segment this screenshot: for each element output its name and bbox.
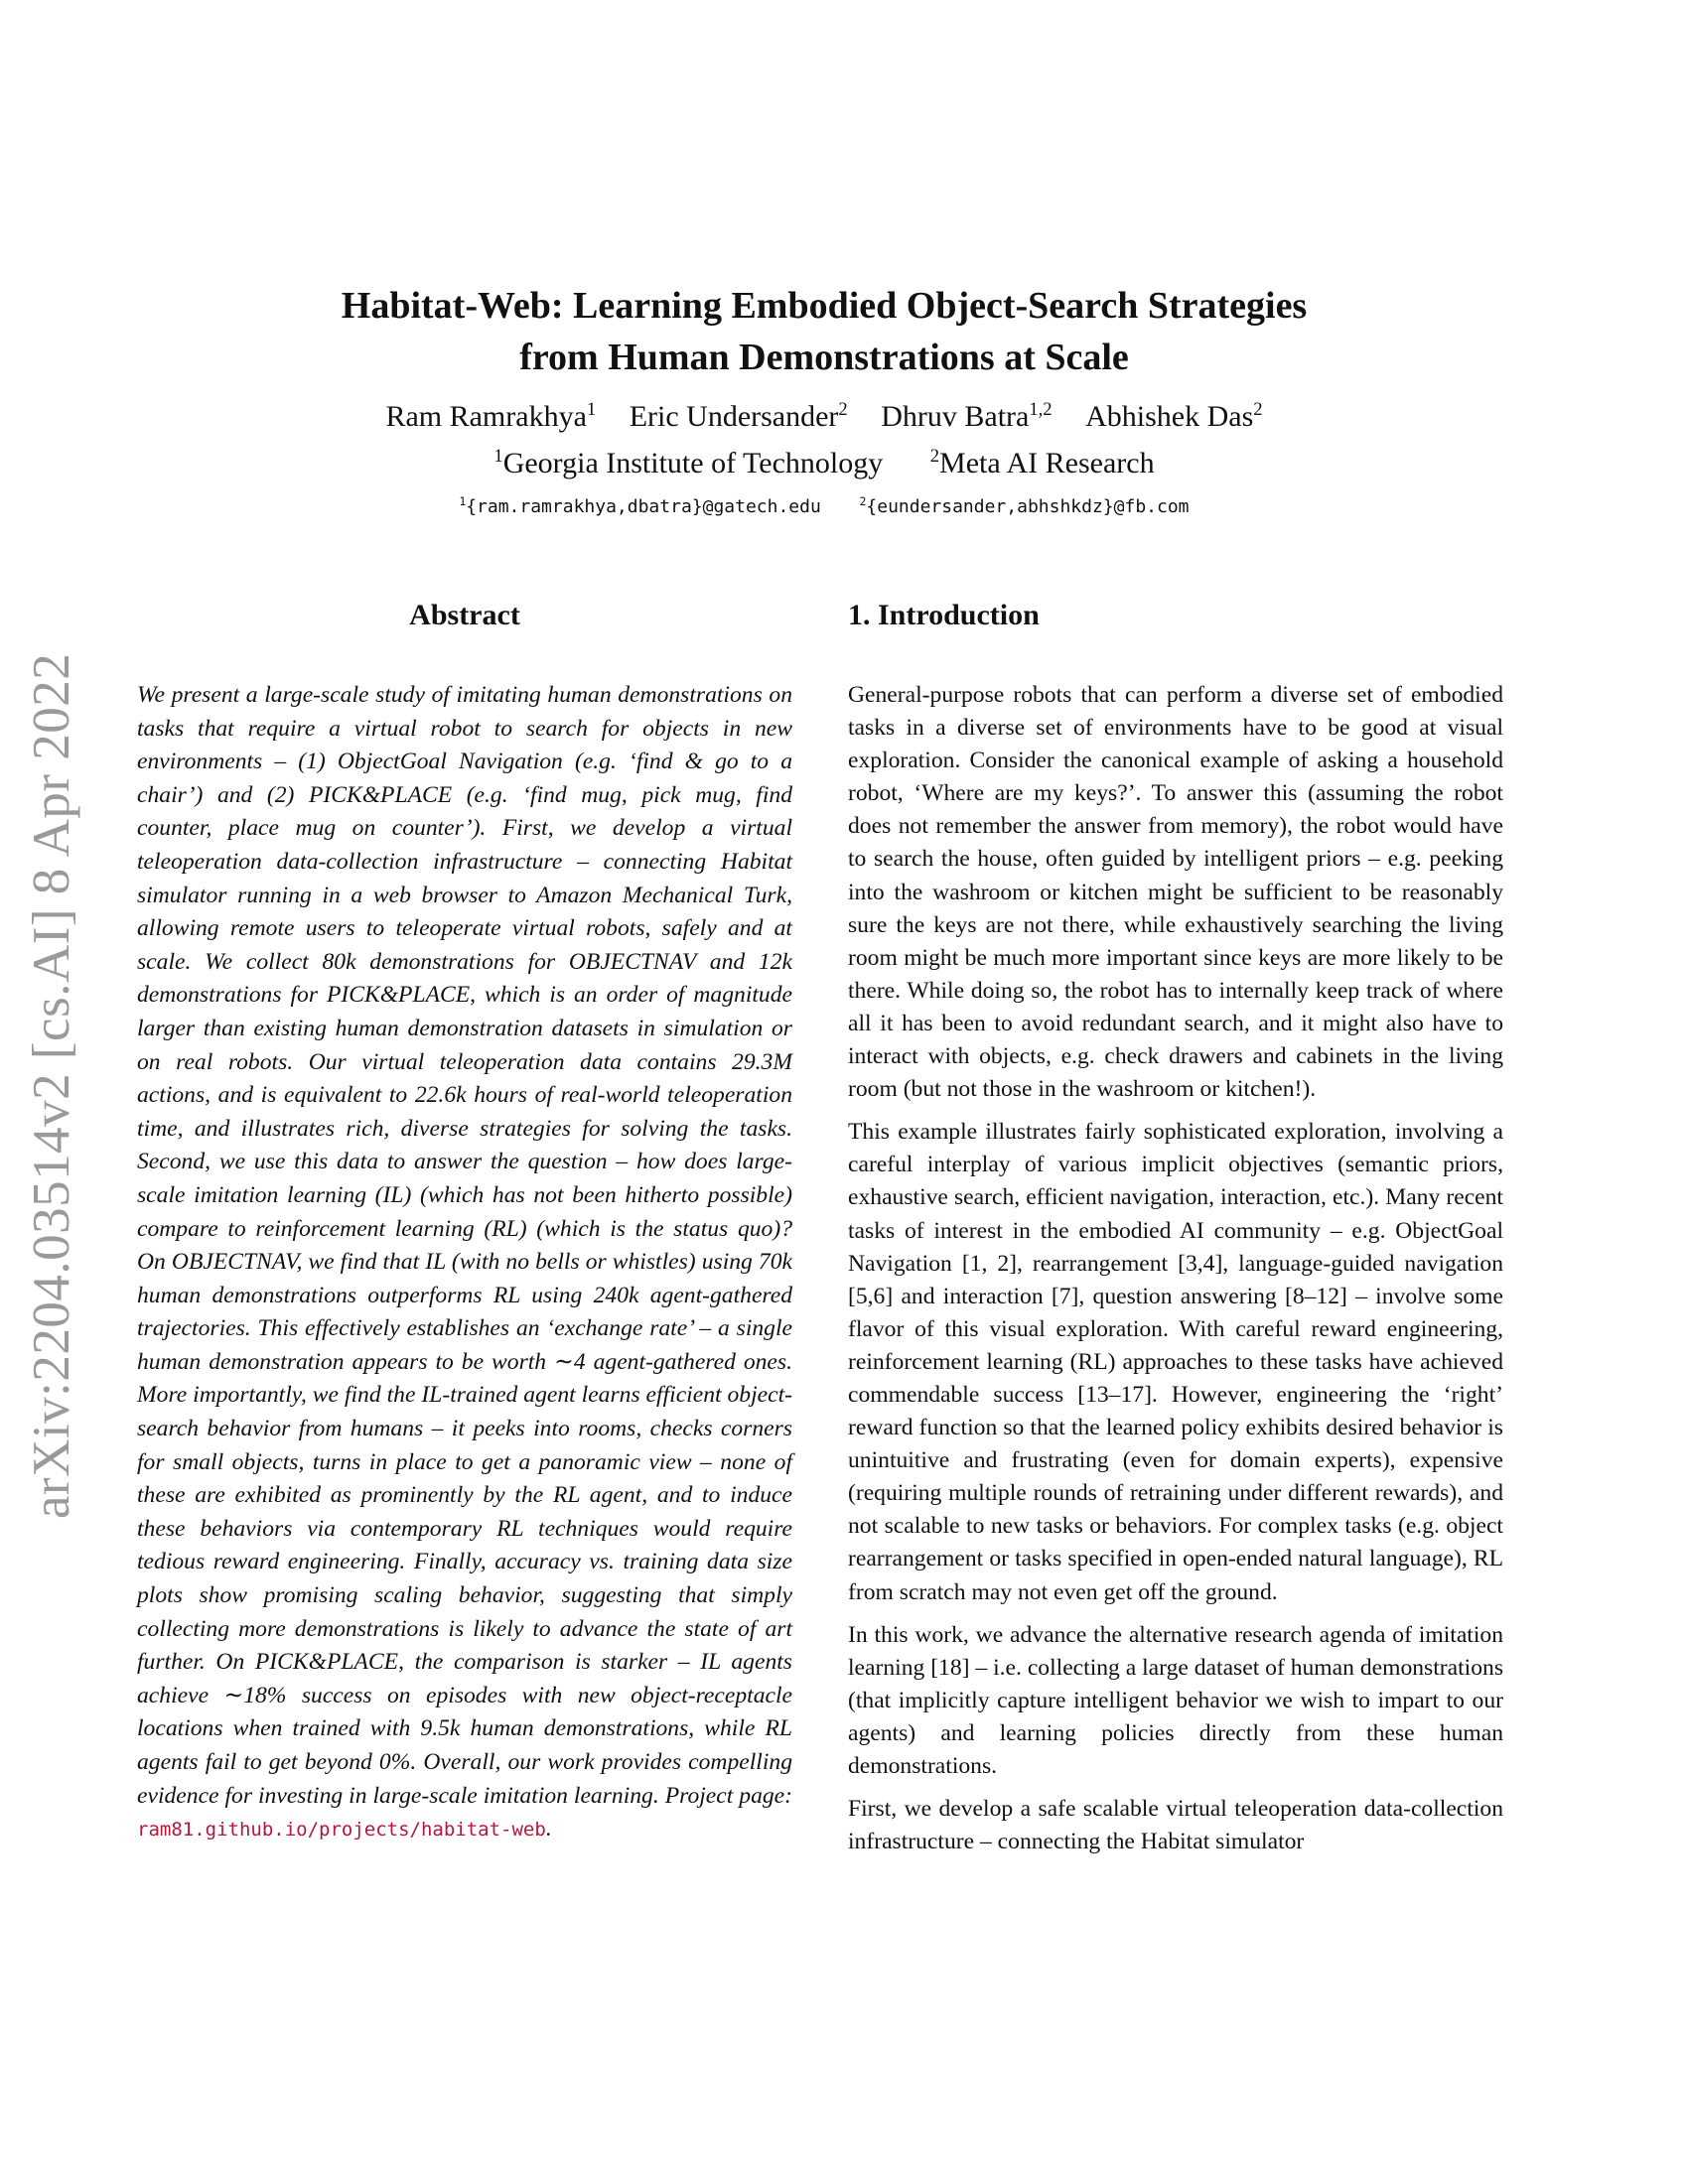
abstract-heading: Abstract — [409, 599, 520, 631]
affiliation-list — [149, 444, 1499, 483]
email[interactable]: $^1${ram.ramrakhya,dbatra}@gatech.edu — [459, 495, 821, 517]
author: Dhruv Batra$^{1,2}$ — [881, 399, 1053, 433]
intro-paragraph: This example illustrates fairly sophisticated exploration, involving a careful interplay of various implicit objectives (semantic priors, exhaustive search, efficient navigation, interaction, etc.). Many recent tasks of interest in the embodied AI community – e.g. ObjectGoal Navigation [1, 2], rearrangement [3,4], language-guided navigation [5,6] and interaction [7], question answering [8–12] – involve some flavor of this visual exploration. With careful reward engineering, reinforcement learning (RL) approaches to these tasks have achieved commendable success [13–17]. However, engineering the ‘right’ reward function so that the learned policy exhibits desired behavior is unintuitive and frustrating (even for domain experts), expensive (requiring multiple rounds of retraining under different rewards), and not scalable to new tasks or behaviors. For complex tasks (e.g. object rearrangement or tasks specified in open-ended natural language), RL from scratch may not even get off the ground. — [848, 1119, 1503, 1605]
introduction-heading: 1. Introduction — [848, 599, 1040, 631]
project-end: . — [545, 1816, 552, 1843]
author-list — [149, 397, 1499, 437]
author: Ram Ramrakhya$^1$ — [385, 399, 597, 433]
intro-paragraph: First, we develop a safe scalable virtual teleoperation data-collection infrastructure – connecting the Habitat simulator — [848, 1796, 1503, 1855]
affiliation: $^2$Meta AI Research — [929, 446, 1155, 479]
project-label: Project page: — [664, 1782, 792, 1809]
project-link[interactable]: ram81.github.io/projects/habitat-web — [137, 1819, 546, 1842]
abstract-text: We present a large-scale study of imitating human demonstrations on tasks that require a virtual robot to search for objects in new environments – (1) ObjectGoal Navigation (e.g. ‘find & go to a chair’) and (2) PICK&PLACE (e.g. ‘find mug, pick mug, find counter, place mug on counter’). First, we develop a virtual teleoperation data-collection infrastructure – connecting Habitat simulator running in a web browser to Amazon Mechanical Turk, allowing remote users to teleoperate virtual robots, safely and at scale. We collect 80k demonstrations for OBJECTNAV and 12k demonstrations for PICK&PLACE, which is an order of magnitude larger than existing human demonstration datasets in simulation or on real robots. Our virtual teleoperation data contains 29.3M actions, and is equivalent to 22.6k hours of real-world teleoperation time, and illustrates rich, diverse strategies for solving the tasks. Second, we use this data to answer the question – how does large-scale imitation learning (IL) (which has not been hitherto possible) compare to reinforcement learning (RL) (which is the status quo)? On OBJECTNAV, we find that IL (with no bells or whistles) using 70k human demonstrations outperforms RL using 240k agent-gathered trajectories. This effectively establishes an ‘exchange rate’ – a single human demonstration appears to be worth ∼4 agent-gathered ones. More importantly, we find the IL-trained agent learns efficient object-search behavior from humans – it peeks into rooms, checks corners for small objects, turns in place to get a panoramic view – none of these are exhibited as prominently by the RL agent, and to induce these behaviors via contemporary RL techniques would require tedious reward engineering. Finally, accuracy vs. training data size plots show promising scaling behavior, suggesting that simply collecting more demonstrations is likely to advance the state of art further. On PICK&PLACE, the comparison is starker – IL agents achieve ∼18% success on episodes with new object-receptacle locations when trained with 9.5k human demonstrations, while RL agents fail to get beyond 0%. Overall, our work provides compelling evidence for investing in large-scale imitation learning. — [137, 682, 792, 1809]
title-line-2: from Human Demonstrations at Scale — [519, 337, 1129, 378]
abstract-column — [137, 596, 792, 1847]
intro-paragraph: General-purpose robots that can perform a diverse set of embodied tasks in a diverse set of environments have to be good at visual exploration. Consider the canonical example of asking a household robot, ‘Where are my keys?’. To answer this (assuming the robot does not remember the answer from memory), the robot would have to search the house, often guided by intelligent priors – e.g. peeking into the washroom or kitchen might be sufficient to be reasonably sure the keys are not there, while exhaustively searching the living room might be much more important since keys are more likely to be there. While doing so, the robot has to internally keep track of where all it has been to avoid redundant search, and it might also have to interact with objects, e.g. check drawers and cabinets in the living room (but not those in the washroom or kitchen!). — [848, 682, 1503, 1103]
paper-title — [149, 280, 1499, 383]
author: Abhishek Das$^2$ — [1085, 399, 1263, 433]
email-list — [149, 496, 1499, 517]
intro-paragraph: In this work, we advance the alternative research agenda of imitation learning [18] – i.e. collecting a large dataset of human demonstrations (that implicitly capture intelligent behavior we wish to impart to our agents) and learning policies directly from these human demonstrations. — [848, 1621, 1503, 1779]
affiliation: $^1$Georgia Institute of Technology — [493, 446, 884, 479]
author: Eric Undersander$^2$ — [629, 399, 848, 433]
arxiv-stamp: arXiv:2204.03514v2 [cs.AI] 8 Apr 2022 — [23, 652, 80, 1519]
introduction-body — [848, 679, 1503, 1858]
title-line-1: Habitat-Web: Learning Embodied Object-Search Strategies — [341, 285, 1308, 327]
abstract-body — [137, 679, 792, 1847]
email[interactable]: $^2${eundersander,abhshkdz}@fb.com — [859, 495, 1190, 517]
introduction-column — [848, 596, 1503, 1868]
